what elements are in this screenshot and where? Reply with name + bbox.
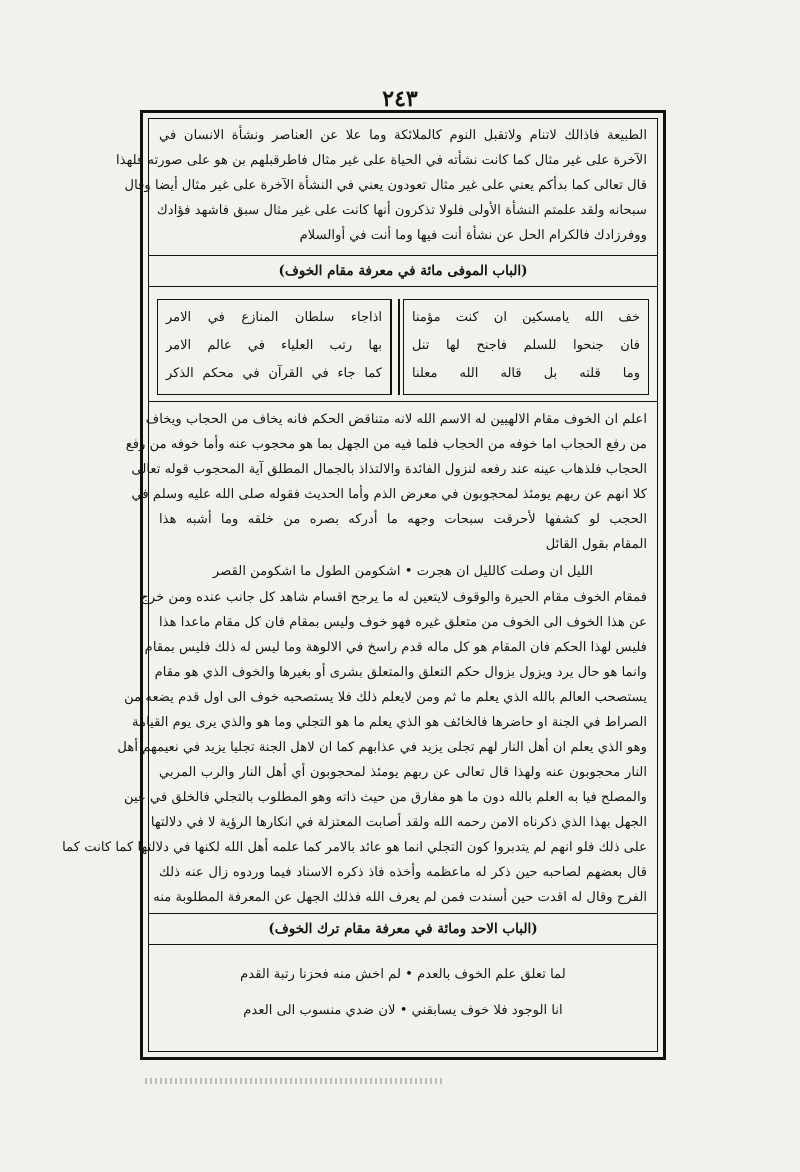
text-line: والمصلح فيا به العلم بالله دون ما هو مفارق من حيث ذاته وهو المطلوب بالتجلي فالخلق في عين [123,790,647,805]
poem-verse: خف الله يامسكين ان كنت مؤمنا [412,310,640,325]
section-rule [149,401,657,402]
text-line: من رفع الحجاب اما خوفه من الحجاب فلما فيه من الجهل بما هو محجوب عنه وأما خوفه من رفع [125,437,647,452]
page-number: ٢٤٣ [382,86,418,112]
text-line: الصراط في الجنة او حاضرها فالخائف هو الذي يعلم ما هو التجلي وما هو والذي يرى يوم القيامة [131,715,647,730]
scan-artifact [145,1078,445,1084]
poem-divider [390,299,400,395]
page-frame [62,110,666,1060]
text-line: الآخرة على غير مثال كما كانت نشأته في الحياة على غير مثال فاطرقبلهم بن هو على صورته فلهذا [115,153,647,168]
poem-block [157,299,649,395]
poem-verse: وما قلته بل قاله الله معلنا [412,366,640,381]
closing-verse: انا الوجود فلا خوف يسابقني • لان ضدي منسوب الى العدم [243,1003,563,1018]
couplet-text: الليل ان وصلت كالليل ان هجرت • اشكومن الطول ما اشكومن القصر [212,564,594,579]
text-line: اعلم ان الخوف مقام الالهيين له الاسم الله لانه متناقض الحكم فانه يخاف من الحجاب ويخاف [145,412,647,427]
text-line: الطبيعة فاذالك لاتنام ولاتقبل النوم كالملائكة وما علا عن العناصر ونشأة الانسان في [159,128,647,143]
chapter-heading: (الباب الموفى مائة في معرفة مقام الخوف) [149,255,657,287]
chapter-heading-next: (الباب الاحد ومائة في معرفة مقام ترك الخوف) [149,913,657,945]
closing-verses [159,957,647,1029]
text-line: يستصحب العالم بالله الذي يعلم ما ثم ومن لايعلم ذلك فلا يستصحبه خوف الى اول قدم يضعه من [124,690,647,705]
station-paragraph [62,585,647,910]
text-line: سبحانه ولقد علمتم النشأة الأولى فلولا تذكرون أنها كانت على غير مثال سبق فاشهد فؤادك [157,203,647,218]
verse-couplet [159,559,647,584]
text-line: الجهل بهذا الذي ذكرناه الامن رحمه الله ولقد أصابت المعتزلة في انكارها الرؤية لا في دلالتها [150,815,647,830]
text-line: كلا انهم عن ربهم يومئذ لمحجوبون في معرض الذم وأما الحديث فقوله صلى الله عليه وسلم في [131,487,647,502]
poem-verse: فان جنحوا للسلم فاجنح لها تنل [412,338,640,353]
poem-verse: اذاجاء سلطان المنازع في الامر [166,310,382,325]
text-line: على ذلك فلو انهم لم يتدبروا كون التجلي انما هو عائد بالامر كما علمه أهل الله لكنها في دلالتها كما كانت كما [62,840,647,855]
text-line: وانما هو حال يرد ويزول بزوال حكم التعلق والمتعلق بشرى أو بغيرها والخوف الذي هو مقام [154,665,647,680]
text-line: ووفرزادك فالكرام الحل عن نشأة أنت فيها وما أنت في أوالسلام [299,228,647,243]
text-line: الحجب لو كشفها لأحرقت سبحات وجهه ما أدركه بصره من خلقه وما أشبه هذا [159,512,647,527]
text-line: فليس لهذا الحكم فان المقام هو كل ماله قدم راسخ في الالوهة وما ليس له ذلك فليس بمقام [144,640,647,655]
poem-column-left [157,299,391,395]
text-line: الفرح وقال له اقدت حين أسندت فمن لم يعرف الله فذلك الجهل عن المعرفة المطلوبة منه [153,890,647,905]
poem-verse: بها رتب العلياء في عالم الامر [166,338,382,353]
poem-column-right [403,299,649,395]
text-line: عن هذا الخوف الى الخوف من متعلق غيره فهو خوف وليس بمقام فان كل مقام ماعدا هذا [159,615,647,630]
intro-paragraph [115,123,647,248]
text-line: النار محجوبون عنه ولهذا قال تعالى عن ربهم يومئذ لمحجوبون أي أهل النار والرب المربي [159,765,647,780]
closing-verse: لما تعلق علم الخوف بالعدم • لم اخش منه فحزنا رتبة القدم [240,967,566,982]
inner-frame [62,118,658,1052]
text-line: وهو الذي يعلم ان أهل النار لهم تجلى يزيد في عذابهم كما ان لاهل الجنة تجليا يزيد في نعيمهم أهل [117,740,647,755]
text-line: قال بعضهم لصاحبه حين ذكر له ماعظمه وأخذه فاذ ذكره الاسناد فيما وردوه زال عنه ذلك [159,865,647,880]
poem-verse: كما جاء في القرآن في محكم الذكر [166,366,382,381]
text-line: المقام بقول القائل [545,537,647,552]
text-line: قال تعالى كما بدأكم يعني على غير مثال تعودون يعني في النشأة الآخرة على غير مثال أيضا وقال [124,178,647,193]
fear-paragraph [125,407,647,557]
text-line: فمقام الخوف مقام الحيرة والوقوف لايتعين له ما يرجح اقسام شاهد كل جانب عنده ومن خرج [140,590,647,605]
text-line: الحجاب فلذهاب عينه عند رفعه لنزول الفائدة والالتذاذ بالجمال المطلق آية المحجوب قوله تعالى [131,462,647,477]
